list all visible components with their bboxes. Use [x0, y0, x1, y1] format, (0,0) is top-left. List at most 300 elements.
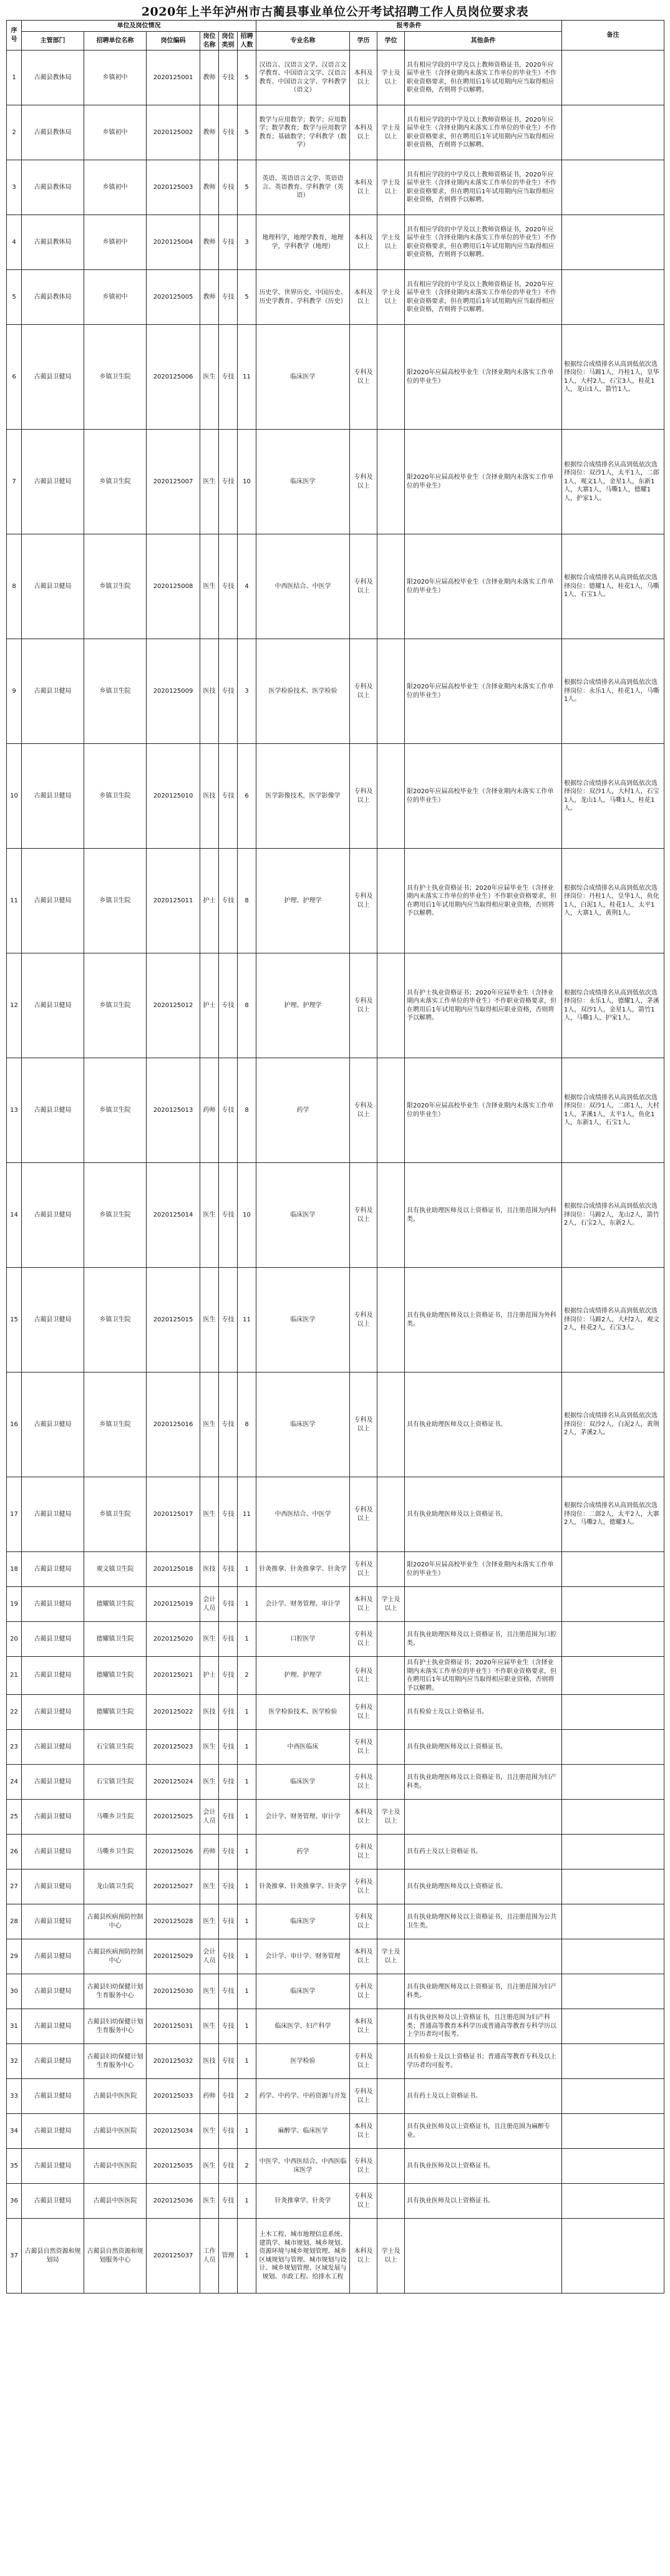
cell-post-type: 专技 — [219, 51, 238, 105]
table-row — [7, 430, 664, 534]
cell-post: 医技 — [200, 744, 219, 849]
cell-major: 临床医学 — [256, 1974, 350, 2009]
header-group-unit: 单位及岗位情况 — [22, 21, 256, 32]
cell-dept: 古蔺县卫健局 — [22, 1268, 84, 1372]
cell-unit: 古蔺县中医医院 — [84, 2184, 147, 2219]
cell-other: 具有相应学段的中学及以上教师资格证书，2020年应届毕业生（含择业期内未落实工作单位的毕业生）不作职业资格要求，但在聘用后1年试用期内应当取得相应职业资格，否则将予以解聘。 — [405, 215, 562, 270]
cell-seq: 24 — [7, 1765, 22, 1800]
cell-unit: 乡镇卫生院 — [84, 534, 147, 639]
cell-code: 2020125029 — [147, 1939, 200, 1974]
cell-code: 2020125036 — [147, 2184, 200, 2219]
cell-education: 本科及以上 — [350, 51, 377, 105]
cell-other: 限2020年应届高校毕业生（含择业期内未落实工作单位的毕业生） — [405, 534, 562, 639]
cell-code: 2020125013 — [147, 1058, 200, 1163]
cell-seq: 8 — [7, 534, 22, 639]
table-row — [7, 1939, 664, 1974]
table-row — [7, 534, 664, 639]
cell-other: 具有检验士及以上资格证书。 — [405, 1695, 562, 1730]
cell-seq: 28 — [7, 1904, 22, 1939]
cell-post-type: 专技 — [219, 1869, 238, 1904]
cell-count: 2 — [238, 1657, 256, 1695]
cell-code: 2020125008 — [147, 534, 200, 639]
cell-post-type: 专技 — [219, 1657, 238, 1695]
cell-other: 限2020年应届高校毕业生（含择业期内未落实工作单位的毕业生） — [405, 639, 562, 744]
cell-other: 具有执业助理医师及以上资格证书。 — [405, 1477, 562, 1552]
cell-post: 教师 — [200, 160, 219, 215]
cell-dept: 古蔺县卫健局 — [22, 1974, 84, 2009]
table-row — [7, 1163, 664, 1268]
cell-dept: 古蔺县卫健局 — [22, 1058, 84, 1163]
cell-unit: 乡镇卫生院 — [84, 744, 147, 849]
cell-unit: 古蔺县妇幼保健计划生育服务中心 — [84, 2009, 147, 2044]
table-row — [7, 1622, 664, 1657]
cell-dept: 古蔺县教体局 — [22, 160, 84, 215]
cell-seq: 19 — [7, 1587, 22, 1622]
cell-dept: 古蔺县卫健局 — [22, 1695, 84, 1730]
cell-seq: 27 — [7, 1869, 22, 1904]
cell-note — [562, 1869, 664, 1904]
cell-major: 药学、中药学、中药资源与开发 — [256, 2079, 350, 2114]
cell-post-type: 专技 — [219, 1058, 238, 1163]
cell-degree — [377, 2009, 405, 2044]
cell-post: 工作人员 — [200, 2219, 219, 2294]
cell-code: 2020125035 — [147, 2149, 200, 2184]
cell-other: 具有执业助理医师及以上资格证书，且注册范围为外科类。 — [405, 1268, 562, 1372]
cell-major: 会计学、财务管理、审计学 — [256, 1587, 350, 1622]
table-row — [7, 2009, 664, 2044]
cell-education: 专科及以上 — [350, 1552, 377, 1587]
cell-note — [562, 1765, 664, 1800]
cell-post: 教师 — [200, 215, 219, 270]
cell-unit: 马嘶乡卫生院 — [84, 1835, 147, 1869]
cell-seq: 36 — [7, 2184, 22, 2219]
cell-post-type: 专技 — [219, 639, 238, 744]
cell-post: 医技 — [200, 639, 219, 744]
cell-count: 5 — [238, 105, 256, 160]
cell-dept: 古蔺县卫健局 — [22, 534, 84, 639]
table-row — [7, 51, 664, 105]
cell-major: 临床医学 — [256, 1268, 350, 1372]
cell-unit: 古蔺县妇幼保健计划生育服务中心 — [84, 2044, 147, 2079]
cell-degree: 学士及以上 — [377, 2219, 405, 2294]
cell-post-type: 专技 — [219, 105, 238, 160]
cell-education: 本科及以上 — [350, 215, 377, 270]
cell-unit: 观文镇卫生院 — [84, 1552, 147, 1587]
cell-education: 专科及以上 — [350, 849, 377, 953]
cell-post: 药师 — [200, 1058, 219, 1163]
cell-post: 教师 — [200, 51, 219, 105]
cell-post: 医生 — [200, 1765, 219, 1800]
cell-unit: 乡镇卫生院 — [84, 1372, 147, 1477]
cell-dept: 古蔺县教体局 — [22, 215, 84, 270]
cell-count: 8 — [238, 1058, 256, 1163]
cell-unit: 乡镇初中 — [84, 51, 147, 105]
cell-seq: 15 — [7, 1268, 22, 1372]
cell-code: 2020125012 — [147, 953, 200, 1058]
cell-degree — [377, 1730, 405, 1765]
cell-note: 根据综合成绩排名从高到低依次选择岗位：永乐1人，桂花1人，马嘶1人。 — [562, 639, 664, 744]
cell-count: 8 — [238, 953, 256, 1058]
table-row — [7, 2219, 664, 2294]
cell-degree — [377, 1765, 405, 1800]
cell-dept: 古蔺县卫健局 — [22, 744, 84, 849]
cell-post: 医生 — [200, 1730, 219, 1765]
cell-seq: 13 — [7, 1058, 22, 1163]
cell-major: 医学检验技术、医学检验 — [256, 639, 350, 744]
cell-unit: 乡镇初中 — [84, 270, 147, 325]
cell-post: 护士 — [200, 953, 219, 1058]
cell-seq: 31 — [7, 2009, 22, 2044]
header-code: 岗位编码 — [147, 32, 200, 51]
cell-unit: 德耀镇卫生院 — [84, 1695, 147, 1730]
cell-note — [562, 2044, 664, 2079]
header-seq: 序号 — [7, 21, 22, 51]
cell-major: 临床医学 — [256, 1904, 350, 1939]
cell-post: 医生 — [200, 1974, 219, 2009]
cell-post: 教师 — [200, 270, 219, 325]
cell-major: 会计学、财务管理、审计学 — [256, 1800, 350, 1835]
cell-other — [405, 1939, 562, 1974]
cell-seq: 32 — [7, 2044, 22, 2079]
cell-note — [562, 2184, 664, 2219]
cell-post: 医生 — [200, 430, 219, 534]
cell-seq: 2 — [7, 105, 22, 160]
cell-degree — [377, 2149, 405, 2184]
cell-unit: 乡镇卫生院 — [84, 1058, 147, 1163]
cell-count: 5 — [238, 51, 256, 105]
cell-dept: 古蔺县卫健局 — [22, 2044, 84, 2079]
cell-degree — [377, 2044, 405, 2079]
cell-post-type: 专技 — [219, 1939, 238, 1974]
cell-degree — [377, 2079, 405, 2114]
cell-degree — [377, 1163, 405, 1268]
cell-dept: 古蔺县卫健局 — [22, 1835, 84, 1869]
cell-post-type: 专技 — [219, 1904, 238, 1939]
cell-code: 2020125018 — [147, 1552, 200, 1587]
header-post: 岗位名称 — [200, 32, 219, 51]
cell-dept: 古蔺县卫健局 — [22, 1869, 84, 1904]
cell-dept: 古蔺县卫健局 — [22, 2149, 84, 2184]
cell-degree: 学士及以上 — [377, 1587, 405, 1622]
cell-education: 专科及以上 — [350, 1974, 377, 2009]
cell-major: 护理、护理学 — [256, 953, 350, 1058]
cell-post: 医生 — [200, 2149, 219, 2184]
cell-seq: 22 — [7, 1695, 22, 1730]
cell-dept: 古蔺县卫健局 — [22, 1800, 84, 1835]
cell-other: 具有执业助理医师及以上资格证书，且注册范围为公共卫生类。 — [405, 1904, 562, 1939]
cell-count: 11 — [238, 1268, 256, 1372]
cell-post: 教师 — [200, 105, 219, 160]
cell-major: 临床医学 — [256, 1163, 350, 1268]
cell-note: 根据综合成绩排名从高到低依次选择岗位：二郎2人，太平2人，大寨2人，马嘶2人，德耀3人。 — [562, 1477, 664, 1552]
header-group-requirements: 报考条件 — [256, 21, 562, 32]
cell-post: 药师 — [200, 1835, 219, 1869]
cell-other: 具有相应学段的中学及以上教师资格证书，2020年应届毕业生（含择业期内未落实工作单位的毕业生）不作职业资格要求，但在聘用后1年试用期内应当取得相应职业资格，否则将予以解聘。 — [405, 160, 562, 215]
cell-note — [562, 215, 664, 270]
cell-unit: 古蔺县自然资源和规划服务中心 — [84, 2219, 147, 2294]
cell-unit: 乡镇初中 — [84, 105, 147, 160]
cell-note — [562, 2114, 664, 2149]
cell-note — [562, 1904, 664, 1939]
cell-seq: 26 — [7, 1835, 22, 1869]
cell-code: 2020125014 — [147, 1163, 200, 1268]
cell-note — [562, 2079, 664, 2114]
table-row — [7, 849, 664, 953]
cell-other — [405, 1587, 562, 1622]
cell-note — [562, 1552, 664, 1587]
cell-post: 医生 — [200, 1622, 219, 1657]
cell-unit: 石宝镇卫生院 — [84, 1765, 147, 1800]
cell-post-type: 专技 — [219, 325, 238, 430]
cell-note: 根据综合成绩排名从高到低依次选择岗位：双沙1人，大村1人，石宝1人，龙山1人，马嘶1人，桂花1人。 — [562, 744, 664, 849]
cell-education: 专科及以上 — [350, 1835, 377, 1869]
cell-degree — [377, 1657, 405, 1695]
cell-note — [562, 1587, 664, 1622]
cell-code: 2020125026 — [147, 1835, 200, 1869]
cell-note: 根据综合成绩排名从高到低依次选择岗位：双沙1人，太平1人，二郎1人，观文1人，金星1人，东新1人，大寨1人，马嘶1人，德耀1人，护家1人。 — [562, 430, 664, 534]
cell-unit: 乡镇卫生院 — [84, 1163, 147, 1268]
cell-seq: 9 — [7, 639, 22, 744]
cell-count: 3 — [238, 639, 256, 744]
cell-dept: 古蔺县卫健局 — [22, 849, 84, 953]
cell-post-type: 专技 — [219, 1974, 238, 2009]
cell-unit: 乡镇卫生院 — [84, 325, 147, 430]
table-row — [7, 1268, 664, 1372]
cell-major: 医学检验技术、医学检验 — [256, 1695, 350, 1730]
cell-note — [562, 2219, 664, 2294]
cell-seq: 23 — [7, 1730, 22, 1765]
cell-major: 会计学、审计学、财务管理 — [256, 1939, 350, 1974]
cell-major: 中西医结合、中医学 — [256, 534, 350, 639]
cell-dept: 古蔺县卫健局 — [22, 1622, 84, 1657]
cell-post-type: 管理 — [219, 2219, 238, 2294]
cell-unit: 乡镇卫生院 — [84, 849, 147, 953]
cell-education: 专科及以上 — [350, 953, 377, 1058]
cell-unit: 石宝镇卫生院 — [84, 1730, 147, 1765]
cell-education: 专科及以上 — [350, 430, 377, 534]
cell-unit: 德耀镇卫生院 — [84, 1587, 147, 1622]
cell-count: 1 — [238, 2219, 256, 2294]
cell-education: 专科及以上 — [350, 1163, 377, 1268]
cell-post-type: 专技 — [219, 1372, 238, 1477]
cell-major: 针灸推拿、针灸推拿学、针灸学 — [256, 1552, 350, 1587]
cell-unit: 古蔺县妇幼保健计划生育服务中心 — [84, 1974, 147, 2009]
cell-seq: 5 — [7, 270, 22, 325]
cell-note: 根据综合成绩排名从高到低依次选择岗位：双沙1人，二郎1人，大村1人，茅溪1人，太平1人，鱼化1人，东新1人，石宝1人。 — [562, 1058, 664, 1163]
cell-education: 专科及以上 — [350, 1058, 377, 1163]
cell-other: 限2020年应届高校毕业生（含择业期内未落实工作单位的毕业生） — [405, 744, 562, 849]
cell-other: 具有执业助理医师及以上资格证书，且注册范围为妇产科类。 — [405, 1974, 562, 2009]
cell-post-type: 专技 — [219, 2149, 238, 2184]
cell-education: 专科及以上 — [350, 2149, 377, 2184]
header-dept: 主管部门 — [22, 32, 84, 51]
cell-degree — [377, 1058, 405, 1163]
cell-education: 专科及以上 — [350, 325, 377, 430]
table-row — [7, 1974, 664, 2009]
cell-count: 1 — [238, 1939, 256, 1974]
cell-seq: 10 — [7, 744, 22, 849]
cell-other: 具有执业医师及以上资格证书，且注册范围为妇产科类；普通高等教育本科学历或普通高等教育专科学历以上学历者均可报考。 — [405, 2009, 562, 2044]
cell-code: 2020125021 — [147, 1657, 200, 1695]
table-row — [7, 325, 664, 430]
cell-seq: 11 — [7, 849, 22, 953]
cell-degree — [377, 325, 405, 430]
cell-education: 专科及以上 — [350, 1765, 377, 1800]
cell-dept: 古蔺县卫健局 — [22, 430, 84, 534]
table-row — [7, 2184, 664, 2219]
cell-code: 2020125001 — [147, 51, 200, 105]
cell-unit: 乡镇初中 — [84, 160, 147, 215]
cell-post-type: 专技 — [219, 1835, 238, 1869]
cell-post: 医生 — [200, 1869, 219, 1904]
cell-post-type: 专技 — [219, 1477, 238, 1552]
cell-unit: 古蔺县中医医院 — [84, 2079, 147, 2114]
cell-unit: 古蔺县中医医院 — [84, 2114, 147, 2149]
cell-seq: 7 — [7, 430, 22, 534]
table-row — [7, 1552, 664, 1587]
cell-dept: 古蔺县卫健局 — [22, 639, 84, 744]
header-unit: 招聘单位名称 — [84, 32, 147, 51]
cell-other: 具有执业助理医师及以上资格证书，且注册范围为妇产科类。 — [405, 1765, 562, 1800]
cell-post: 医技 — [200, 2044, 219, 2079]
cell-major: 临床医学、妇产科学 — [256, 2009, 350, 2044]
cell-seq: 16 — [7, 1372, 22, 1477]
cell-major: 药学 — [256, 1058, 350, 1163]
cell-code: 2020125033 — [147, 2079, 200, 2114]
cell-post-type: 专技 — [219, 160, 238, 215]
cell-note — [562, 1622, 664, 1657]
cell-unit: 龙山镇卫生院 — [84, 1869, 147, 1904]
cell-degree: 学士及以上 — [377, 215, 405, 270]
cell-major: 中西医结合、中医学 — [256, 1477, 350, 1552]
table-row — [7, 1835, 664, 1869]
cell-dept: 古蔺县教体局 — [22, 270, 84, 325]
cell-major: 中医学、中西医结合、中西医临床医学 — [256, 2149, 350, 2184]
cell-post-type: 专技 — [219, 1268, 238, 1372]
cell-education: 专科及以上 — [350, 1730, 377, 1765]
cell-count: 1 — [238, 1730, 256, 1765]
cell-count: 4 — [238, 534, 256, 639]
cell-education: 专科及以上 — [350, 534, 377, 639]
cell-count: 1 — [238, 1695, 256, 1730]
cell-degree — [377, 2114, 405, 2149]
cell-unit: 乡镇卫生院 — [84, 1268, 147, 1372]
cell-code: 2020125028 — [147, 1904, 200, 1939]
cell-count: 1 — [238, 1835, 256, 1869]
cell-seq: 33 — [7, 2079, 22, 2114]
cell-education: 本科及以上 — [350, 2114, 377, 2149]
cell-count: 10 — [238, 430, 256, 534]
cell-dept: 古蔺县卫健局 — [22, 1477, 84, 1552]
page-title: 2020年上半年泸州市古蔺县事业单位公开考试招聘工作人员岗位要求表 — [141, 5, 529, 19]
cell-note — [562, 105, 664, 160]
cell-other: 具有执业医师及以上资格证书。 — [405, 2184, 562, 2219]
cell-major: 地理科学，地理学教育，地理学，学科教学（地理） — [256, 215, 350, 270]
cell-major: 临床医学 — [256, 325, 350, 430]
cell-code: 2020125034 — [147, 2114, 200, 2149]
cell-note — [562, 2009, 664, 2044]
header-post-type: 岗位类别 — [219, 32, 238, 51]
cell-post: 医生 — [200, 1268, 219, 1372]
table-row — [7, 744, 664, 849]
cell-degree — [377, 1904, 405, 1939]
cell-seq: 21 — [7, 1657, 22, 1695]
cell-other: 具有相应学段的中学及以上教师资格证书，2020年应届毕业生（含择业期内未落实工作单位的毕业生）不作职业资格要求，但在聘用后1年试用期内应当取得相应职业资格，否则将予以解聘。 — [405, 270, 562, 325]
cell-degree — [377, 1372, 405, 1477]
cell-other: 具有护士执业资格证书；2020年应届毕业生（含择业期内未落实工作单位的毕业生）不作职业资格要求，但在聘用后1年试用期内应当取得相应职业资格，否则将予以解聘。 — [405, 849, 562, 953]
cell-note — [562, 2149, 664, 2184]
cell-dept: 古蔺县卫健局 — [22, 2114, 84, 2149]
cell-note — [562, 1835, 664, 1869]
cell-degree — [377, 744, 405, 849]
cell-count: 10 — [238, 1163, 256, 1268]
table-row — [7, 1765, 664, 1800]
cell-code: 2020125009 — [147, 639, 200, 744]
cell-count: 8 — [238, 1372, 256, 1477]
cell-dept: 古蔺县卫健局 — [22, 1765, 84, 1800]
cell-seq: 14 — [7, 1163, 22, 1268]
cell-code: 2020125010 — [147, 744, 200, 849]
cell-education: 本科及以上 — [350, 1939, 377, 1974]
cell-major: 口腔医学 — [256, 1622, 350, 1657]
cell-post-type: 专技 — [219, 1765, 238, 1800]
cell-other: 具有药士及以上资格证书。 — [405, 2079, 562, 2114]
cell-major: 护理、护理学 — [256, 849, 350, 953]
cell-code: 2020125017 — [147, 1477, 200, 1552]
cell-unit: 乡镇卫生院 — [84, 430, 147, 534]
cell-degree — [377, 1552, 405, 1587]
table-row — [7, 105, 664, 160]
cell-dept: 古蔺县卫健局 — [22, 1904, 84, 1939]
cell-code: 2020125027 — [147, 1869, 200, 1904]
cell-count: 1 — [238, 1765, 256, 1800]
cell-education: 专科及以上 — [350, 2184, 377, 2219]
cell-degree: 学士及以上 — [377, 1939, 405, 1974]
cell-unit: 乡镇卫生院 — [84, 953, 147, 1058]
cell-degree — [377, 1477, 405, 1552]
cell-dept: 古蔺县卫健局 — [22, 1587, 84, 1622]
cell-seq: 30 — [7, 1974, 22, 2009]
cell-code: 2020125019 — [147, 1587, 200, 1622]
cell-other: 具有护士执业资格证书；2020年应届毕业生（含择业期内未落实工作单位的毕业生）不作职业资格要求，但在聘用后1年试用期内应当取得相应职业资格，否则将予以解聘。 — [405, 953, 562, 1058]
cell-seq: 12 — [7, 953, 22, 1058]
cell-degree — [377, 1974, 405, 2009]
header-count: 招聘人数 — [238, 32, 256, 51]
cell-other: 具有执业助理医师及以上资格证书，且注册范围为内科类。 — [405, 1163, 562, 1268]
cell-other — [405, 2219, 562, 2294]
cell-seq: 17 — [7, 1477, 22, 1552]
recruitment-table — [6, 20, 664, 2294]
cell-code: 2020125002 — [147, 105, 200, 160]
cell-education: 本科及以上 — [350, 2009, 377, 2044]
cell-note: 根据综合成绩排名从高到低依次选择岗位：德耀1人，桂花1人，马嘶1人，石宝1人。 — [562, 534, 664, 639]
cell-other — [405, 1800, 562, 1835]
cell-note — [562, 1974, 664, 2009]
cell-degree: 学士及以上 — [377, 270, 405, 325]
cell-education: 专科及以上 — [350, 1372, 377, 1477]
cell-education: 本科及以上 — [350, 160, 377, 215]
cell-post: 医生 — [200, 534, 219, 639]
cell-unit: 乡镇初中 — [84, 215, 147, 270]
cell-education: 专科及以上 — [350, 1268, 377, 1372]
cell-unit: 古蔺县中医医院 — [84, 2149, 147, 2184]
cell-unit: 德耀镇卫生院 — [84, 1622, 147, 1657]
cell-code: 2020125004 — [147, 215, 200, 270]
cell-degree — [377, 953, 405, 1058]
header-note: 备注 — [562, 21, 664, 51]
table-row — [7, 1695, 664, 1730]
cell-code: 2020125031 — [147, 2009, 200, 2044]
